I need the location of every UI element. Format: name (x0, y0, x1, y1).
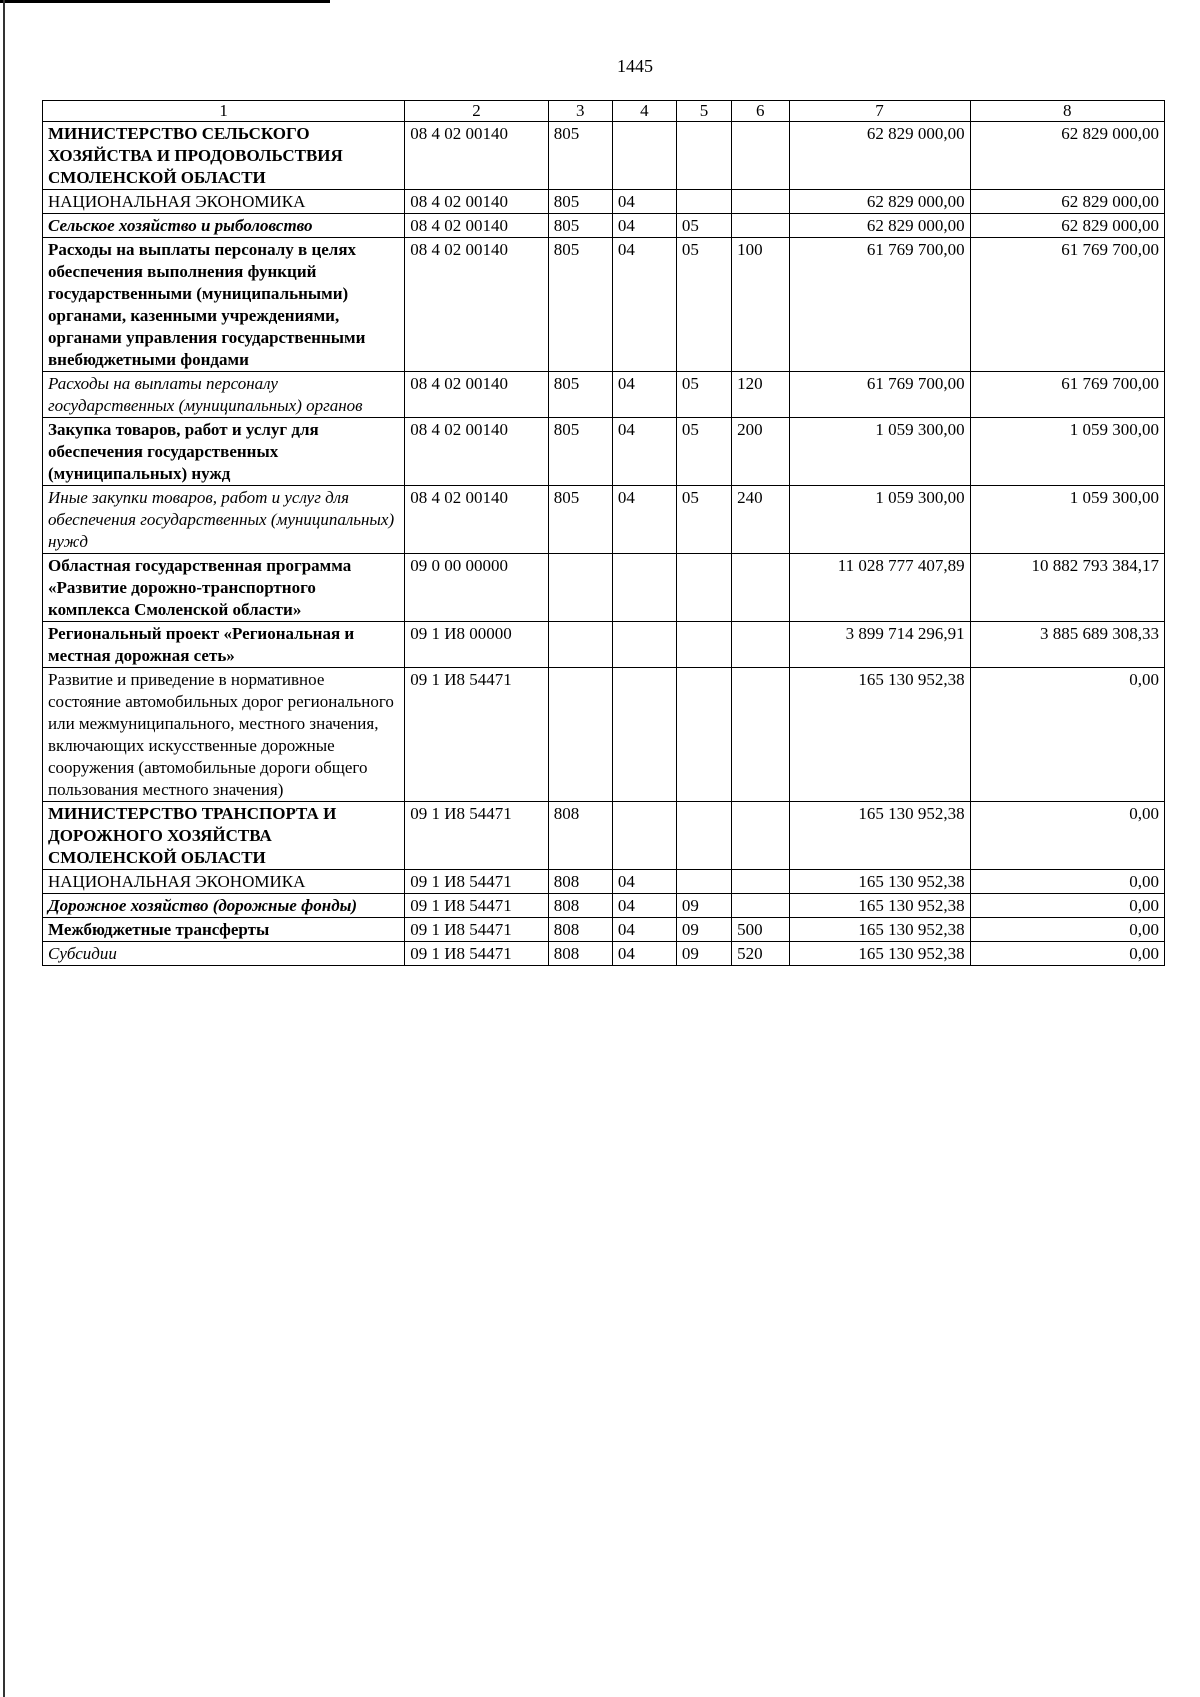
header-cell: 8 (970, 101, 1164, 122)
header-cell: 4 (612, 101, 676, 122)
row-rz: 04 (612, 942, 676, 966)
table-row (43, 870, 1165, 894)
row-csr: 09 1 И8 54471 (405, 870, 549, 894)
row-sum-2: 0,00 (970, 918, 1164, 942)
row-name: НАЦИОНАЛЬНАЯ ЭКОНОМИКА (43, 190, 405, 214)
row-rz: 04 (612, 486, 676, 554)
header-cell: 3 (548, 101, 612, 122)
row-vr: 200 (732, 418, 789, 486)
page-number: 1445 (617, 56, 653, 76)
header-cell: 1 (43, 101, 405, 122)
row-name: Дорожное хозяйство (дорожные фонды) (43, 894, 405, 918)
row-vr (732, 668, 789, 802)
table-row (43, 418, 1165, 486)
row-sum-2: 0,00 (970, 942, 1164, 966)
row-pr (676, 554, 731, 622)
row-csr: 08 4 02 00140 (405, 122, 549, 190)
row-grbs (548, 554, 612, 622)
row-rz (612, 668, 676, 802)
row-vr (732, 802, 789, 870)
row-csr: 09 1 И8 00000 (405, 622, 549, 668)
table-row (43, 486, 1165, 554)
row-csr: 08 4 02 00140 (405, 486, 549, 554)
row-rz: 04 (612, 372, 676, 418)
row-name: Закупка товаров, работ и услуг для обеспечения государственных (муниципальных) нужд (43, 418, 405, 486)
table-row (43, 668, 1165, 802)
row-grbs: 805 (548, 122, 612, 190)
row-rz: 04 (612, 190, 676, 214)
row-grbs: 805 (548, 238, 612, 372)
row-name: Расходы на выплаты персоналу государственных (муниципальных) органов (43, 372, 405, 418)
row-sum-2: 0,00 (970, 668, 1164, 802)
row-grbs: 808 (548, 918, 612, 942)
row-pr (676, 870, 731, 894)
row-csr: 09 1 И8 54471 (405, 942, 549, 966)
table-row (43, 214, 1165, 238)
row-sum-2: 10 882 793 384,17 (970, 554, 1164, 622)
row-rz (612, 622, 676, 668)
row-sum-2: 1 059 300,00 (970, 486, 1164, 554)
row-sum-2: 62 829 000,00 (970, 122, 1164, 190)
row-pr: 05 (676, 214, 731, 238)
row-name: Региональный проект «Региональная и местная дорожная сеть» (43, 622, 405, 668)
table-row (43, 802, 1165, 870)
row-pr: 09 (676, 942, 731, 966)
row-sum-2: 61 769 700,00 (970, 372, 1164, 418)
row-sum-1: 1 059 300,00 (789, 486, 970, 554)
row-name: Иные закупки товаров, работ и услуг для обеспечения государственных (муниципальных) нужд (43, 486, 405, 554)
row-vr (732, 870, 789, 894)
row-csr: 08 4 02 00140 (405, 372, 549, 418)
row-name: Расходы на выплаты персоналу в целях обеспечения выполнения функций государственными (муниципальными) органами, казенными учреждениями, органами управления государственными внебюджетными фондами (43, 238, 405, 372)
table-header-row (43, 101, 1165, 122)
table-row (43, 942, 1165, 966)
row-rz: 04 (612, 894, 676, 918)
row-sum-2: 62 829 000,00 (970, 214, 1164, 238)
row-vr: 500 (732, 918, 789, 942)
row-pr: 09 (676, 894, 731, 918)
row-sum-1: 165 130 952,38 (789, 668, 970, 802)
row-sum-2: 62 829 000,00 (970, 190, 1164, 214)
table-row (43, 918, 1165, 942)
row-sum-1: 62 829 000,00 (789, 122, 970, 190)
row-grbs: 805 (548, 190, 612, 214)
row-grbs: 808 (548, 802, 612, 870)
row-sum-1: 61 769 700,00 (789, 372, 970, 418)
table-row (43, 190, 1165, 214)
row-grbs: 805 (548, 372, 612, 418)
row-csr: 08 4 02 00140 (405, 214, 549, 238)
row-name: МИНИСТЕРСТВО СЕЛЬСКОГО ХОЗЯЙСТВА И ПРОДОВОЛЬСТВИЯ СМОЛЕНСКОЙ ОБЛАСТИ (43, 122, 405, 190)
row-pr (676, 122, 731, 190)
table-row (43, 894, 1165, 918)
row-grbs: 805 (548, 214, 612, 238)
row-grbs (548, 668, 612, 802)
header-cell: 2 (405, 101, 549, 122)
row-sum-2: 0,00 (970, 870, 1164, 894)
row-sum-2: 3 885 689 308,33 (970, 622, 1164, 668)
table-row (43, 554, 1165, 622)
row-name: Межбюджетные трансферты (43, 918, 405, 942)
row-sum-1: 3 899 714 296,91 (789, 622, 970, 668)
row-name: Развитие и приведение в нормативное состояние автомобильных дорог регионального или межмуниципального, местного значения, включающих искусственные дорожные сооружения (автомобильные дороги общего пользования местного значения) (43, 668, 405, 802)
row-pr: 09 (676, 918, 731, 942)
table-row (43, 622, 1165, 668)
row-pr: 05 (676, 238, 731, 372)
row-sum-2: 0,00 (970, 894, 1164, 918)
row-rz: 04 (612, 214, 676, 238)
table-row (43, 372, 1165, 418)
row-name: Сельское хозяйство и рыболовство (43, 214, 405, 238)
row-sum-1: 165 130 952,38 (789, 942, 970, 966)
row-rz (612, 122, 676, 190)
row-sum-1: 165 130 952,38 (789, 870, 970, 894)
row-pr (676, 802, 731, 870)
row-sum-2: 61 769 700,00 (970, 238, 1164, 372)
row-vr: 120 (732, 372, 789, 418)
table-row (43, 238, 1165, 372)
row-vr: 240 (732, 486, 789, 554)
row-csr: 08 4 02 00140 (405, 238, 549, 372)
row-sum-1: 165 130 952,38 (789, 802, 970, 870)
row-pr: 05 (676, 372, 731, 418)
row-sum-1: 61 769 700,00 (789, 238, 970, 372)
row-csr: 09 0 00 00000 (405, 554, 549, 622)
row-vr: 100 (732, 238, 789, 372)
row-sum-1: 62 829 000,00 (789, 190, 970, 214)
row-sum-1: 165 130 952,38 (789, 918, 970, 942)
row-sum-1: 1 059 300,00 (789, 418, 970, 486)
row-pr (676, 190, 731, 214)
row-pr (676, 668, 731, 802)
row-rz: 04 (612, 918, 676, 942)
row-name: МИНИСТЕРСТВО ТРАНСПОРТА И ДОРОЖНОГО ХОЗЯЙСТВА СМОЛЕНСКОЙ ОБЛАСТИ (43, 802, 405, 870)
row-grbs (548, 622, 612, 668)
row-grbs: 808 (548, 870, 612, 894)
row-rz: 04 (612, 418, 676, 486)
row-vr (732, 214, 789, 238)
row-rz (612, 554, 676, 622)
row-csr: 09 1 И8 54471 (405, 918, 549, 942)
row-csr: 08 4 02 00140 (405, 418, 549, 486)
row-pr: 05 (676, 486, 731, 554)
row-vr (732, 894, 789, 918)
row-name: НАЦИОНАЛЬНАЯ ЭКОНОМИКА (43, 870, 405, 894)
row-sum-2: 1 059 300,00 (970, 418, 1164, 486)
header-cell: 5 (676, 101, 731, 122)
table-row (43, 122, 1165, 190)
header-cell: 7 (789, 101, 970, 122)
row-vr (732, 190, 789, 214)
row-vr (732, 122, 789, 190)
row-rz: 04 (612, 238, 676, 372)
row-sum-1: 62 829 000,00 (789, 214, 970, 238)
row-rz: 04 (612, 870, 676, 894)
row-csr: 09 1 И8 54471 (405, 894, 549, 918)
row-vr (732, 622, 789, 668)
row-csr: 09 1 И8 54471 (405, 668, 549, 802)
row-sum-2: 0,00 (970, 802, 1164, 870)
budget-table (42, 100, 1165, 966)
row-pr: 05 (676, 418, 731, 486)
row-grbs: 805 (548, 486, 612, 554)
row-csr: 09 1 И8 54471 (405, 802, 549, 870)
row-name: Субсидии (43, 942, 405, 966)
scan-edge-top (0, 0, 330, 3)
row-grbs: 805 (548, 418, 612, 486)
row-sum-1: 11 028 777 407,89 (789, 554, 970, 622)
row-rz (612, 802, 676, 870)
header-cell: 6 (732, 101, 789, 122)
row-vr: 520 (732, 942, 789, 966)
row-vr (732, 554, 789, 622)
scan-edge-left (3, 0, 5, 1697)
row-grbs: 808 (548, 942, 612, 966)
row-grbs: 808 (548, 894, 612, 918)
row-pr (676, 622, 731, 668)
row-sum-1: 165 130 952,38 (789, 894, 970, 918)
row-name: Областная государственная программа «Развитие дорожно-транспортного комплекса Смоленской области» (43, 554, 405, 622)
row-csr: 08 4 02 00140 (405, 190, 549, 214)
